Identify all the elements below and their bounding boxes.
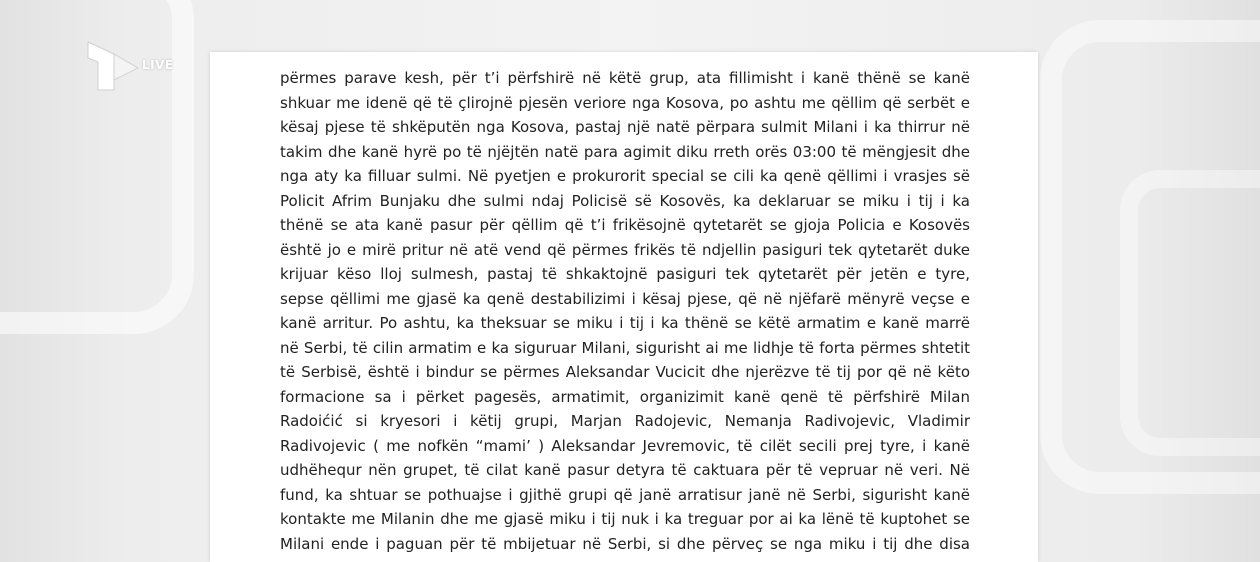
text-line: nga aty ka filluar sulmi. Në pyetjen e prokurorit special se cili ka qenë qëllimi i vrasjes së xyxy=(280,167,970,185)
text-line: Policit Afrim Bunjaku dhe sulmi ndaj Policisë së Kosovës, ka deklaruar se miku i tij i ka xyxy=(280,191,970,210)
live-indicator: LIVE xyxy=(142,58,174,72)
text-line: udhëhequr nën grupet, të cilat kanë pasur detyra të caktuara për të vepruar në veri. Në xyxy=(280,461,970,479)
document-text xyxy=(280,66,970,556)
text-line: fund, ka shtuar se pothuajse i gjithë grupi që janë arratisur janë në Serbi, sigurisht kanë xyxy=(280,485,970,504)
text-line: sepse qëllimi me gjasë ka qenë destabilizimi i kësaj pjese, që në njëfarë mënyrë veçse e xyxy=(280,289,970,308)
text-line: në Serbi, të cilin armatim e ka siguruar Milani, sigurisht ai me lidhje të forta përmes shtetit xyxy=(280,338,970,357)
text-line: kësaj pjese të shkëputën nga Kosova, pastaj një natë përpara sulmit Milani i ka thirrur në xyxy=(280,118,970,136)
text-line: thënë se ata kanë pasur për qëllim që t’i frikësojnë qytetarët se gjoja Policia e Kosovës xyxy=(280,216,970,234)
text-line: takim dhe kanë hyrë po të njëjtën natë para agimit diku rreth orës 03:00 të mëngjesit dhe xyxy=(280,142,970,161)
text-line: krijuar këso lloj sulmesh, pastaj të shkaktojnë pasiguri tek qytetarët për jetën e tyre, xyxy=(280,265,970,283)
text-line: të Serbisë, është i bindur se përmes Aleksandar Vucicit dhe njerëzve të tij por që në këto xyxy=(280,363,970,381)
channel-logo-icon xyxy=(84,40,140,92)
text-line: Milani ende i paguan për të mbijetuar në Serbi, si dhe përveç se nga miku i tij dhe disa xyxy=(280,534,970,553)
text-line: Radivojevic ( me nofkën “mami’ ) Aleksandar Jevremovic, të cilët secili prej tyre, i kanë xyxy=(280,436,970,455)
text-line: është jo e mirë pritur në atë vend që përmes frikës të ndjellin pasiguri tek qytetarët duke xyxy=(280,240,970,259)
text-line: përmes parave kesh, për t’i përfshirë në këtë grup, ata fillimisht i kanë thënë se kanë xyxy=(280,69,970,87)
text-line: Radoićić si kryesori i këtij grupi, Marjan Radojevic, Nemanja Radivojevic, Vladimir xyxy=(280,412,970,430)
document-page xyxy=(210,52,1038,562)
text-line: formacione sa i përket pagesës, armatimit, organizimit kanë qenë të përfshirë Milan xyxy=(280,387,970,406)
background-decoration-right-inner xyxy=(1120,170,1260,456)
text-line: shkuar me idenë që të çlirojnë pjesën veriore nga Kosova, po ashtu me qëllim që serbët e xyxy=(280,93,970,112)
text-line: kanë arritur. Po ashtu, ka theksuar se miku i tij i ka thënë se këtë armatim e kanë marrë xyxy=(280,314,970,332)
text-line: kontakte me Milanin dhe me gjasë miku i tij nuk i ka treguar por ai ka lënë të kuptohet se xyxy=(280,510,970,528)
